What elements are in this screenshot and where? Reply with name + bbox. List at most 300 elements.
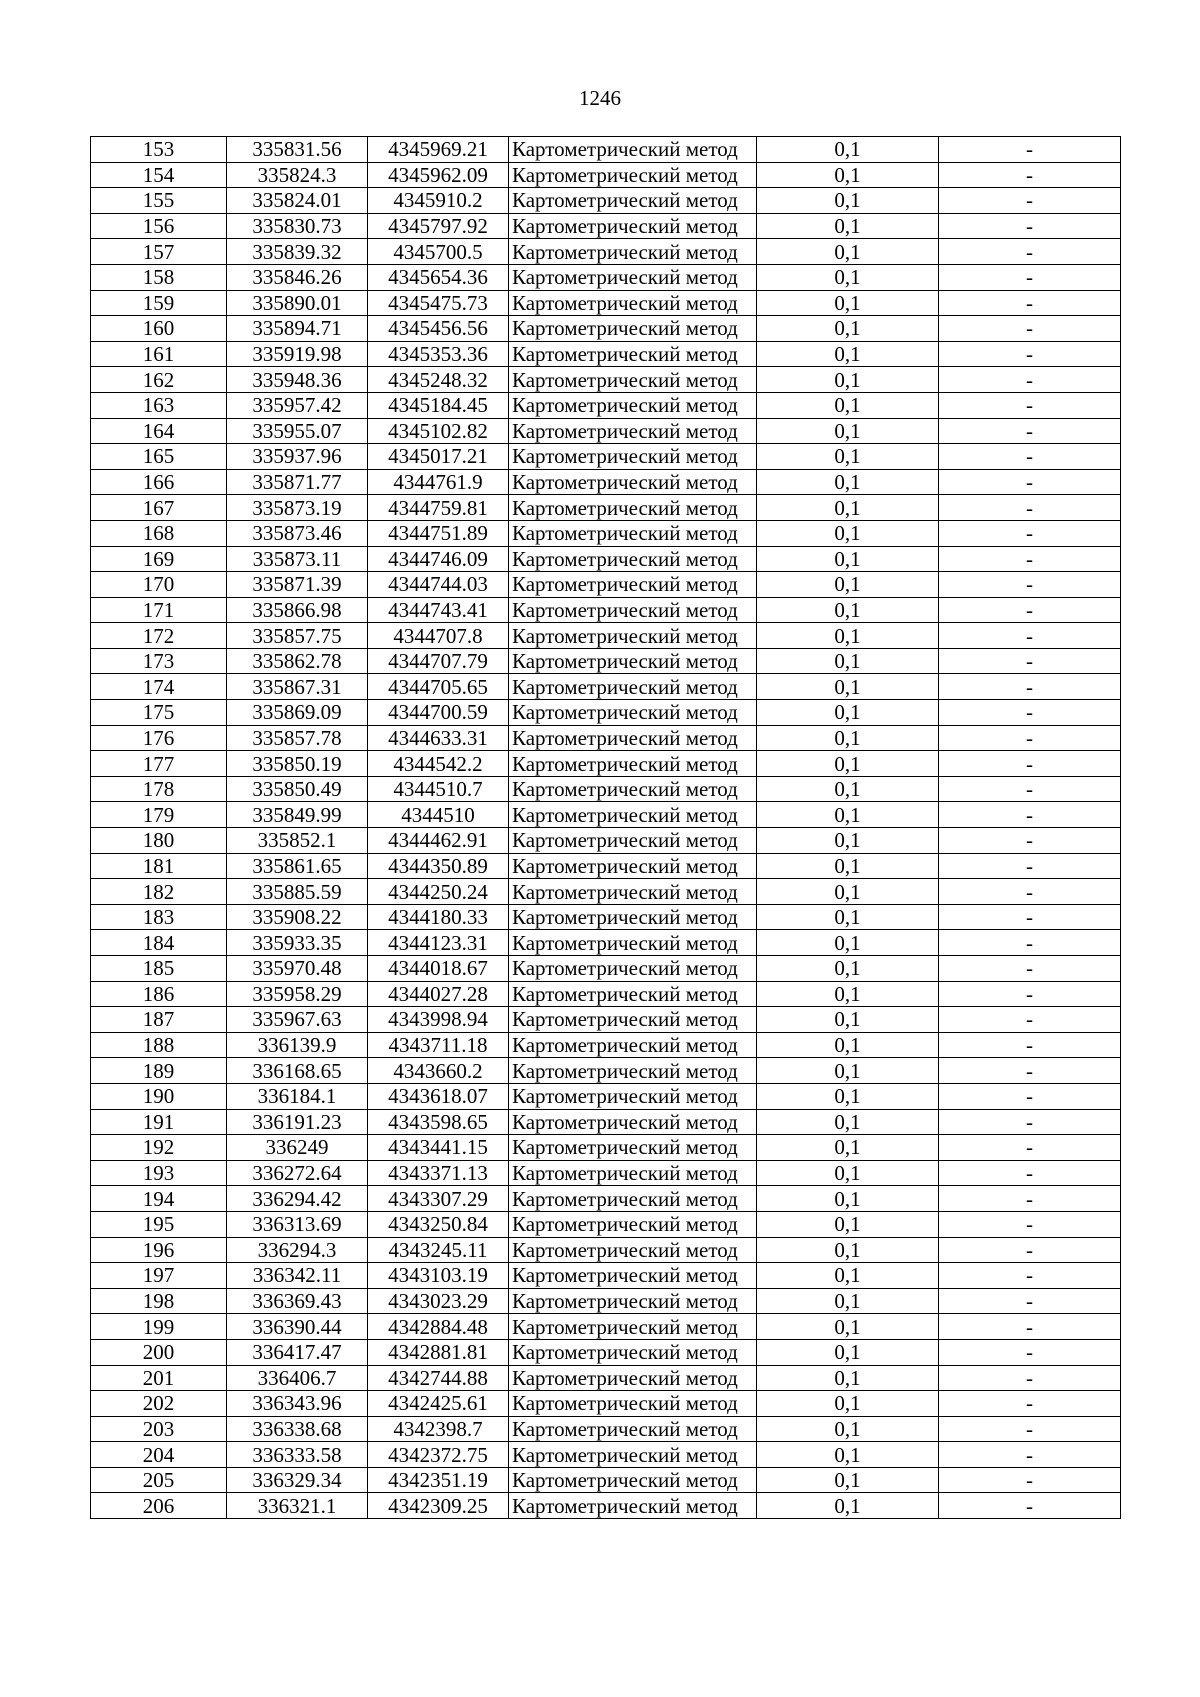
y-coordinate-cell: 4344542.2 <box>368 751 509 777</box>
point-number-cell: 197 <box>91 1263 227 1289</box>
description-cell: - <box>939 1135 1121 1161</box>
method-cell: Картометрический метод <box>509 1109 757 1135</box>
y-coordinate-cell: 4344751.89 <box>368 520 509 546</box>
accuracy-cell: 0,1 <box>757 853 939 879</box>
method-cell: Картометрический метод <box>509 290 757 316</box>
accuracy-cell: 0,1 <box>757 1339 939 1365</box>
method-cell: Картометрический метод <box>509 828 757 854</box>
method-cell: Картометрический метод <box>509 1365 757 1391</box>
method-cell: Картометрический метод <box>509 725 757 751</box>
x-coordinate-cell: 336406.7 <box>227 1365 368 1391</box>
description-cell: - <box>939 1263 1121 1289</box>
y-coordinate-cell: 4342744.88 <box>368 1365 509 1391</box>
point-number-cell: 187 <box>91 1007 227 1033</box>
accuracy-cell: 0,1 <box>757 879 939 905</box>
description-cell: - <box>939 1160 1121 1186</box>
point-number-cell: 199 <box>91 1314 227 1340</box>
description-cell: - <box>939 1058 1121 1084</box>
method-cell: Картометрический метод <box>509 1339 757 1365</box>
point-number-cell: 196 <box>91 1237 227 1263</box>
method-cell: Картометрический метод <box>509 674 757 700</box>
table-row <box>91 776 1121 802</box>
description-cell: - <box>939 1186 1121 1212</box>
point-number-cell: 153 <box>91 137 227 163</box>
y-coordinate-cell: 4343711.18 <box>368 1032 509 1058</box>
method-cell: Картометрический метод <box>509 546 757 572</box>
description-cell: - <box>939 264 1121 290</box>
point-number-cell: 164 <box>91 418 227 444</box>
y-coordinate-cell: 4345017.21 <box>368 444 509 470</box>
description-cell: - <box>939 853 1121 879</box>
method-cell: Картометрический метод <box>509 1442 757 1468</box>
description-cell: - <box>939 700 1121 726</box>
description-cell: - <box>939 1083 1121 1109</box>
point-number-cell: 157 <box>91 239 227 265</box>
point-number-cell: 183 <box>91 904 227 930</box>
x-coordinate-cell: 335830.73 <box>227 213 368 239</box>
y-coordinate-cell: 4345910.2 <box>368 188 509 214</box>
table-row <box>91 1211 1121 1237</box>
point-number-cell: 193 <box>91 1160 227 1186</box>
description-cell: - <box>939 1339 1121 1365</box>
x-coordinate-cell: 335871.39 <box>227 572 368 598</box>
point-number-cell: 181 <box>91 853 227 879</box>
y-coordinate-cell: 4344123.31 <box>368 930 509 956</box>
description-cell: - <box>939 341 1121 367</box>
y-coordinate-cell: 4344700.59 <box>368 700 509 726</box>
table-row <box>91 469 1121 495</box>
method-cell: Картометрический метод <box>509 879 757 905</box>
method-cell: Картометрический метод <box>509 239 757 265</box>
table-row <box>91 546 1121 572</box>
coordinates-table <box>90 136 1121 1519</box>
table-row <box>91 264 1121 290</box>
y-coordinate-cell: 4343371.13 <box>368 1160 509 1186</box>
x-coordinate-cell: 335852.1 <box>227 828 368 854</box>
method-cell: Картометрический метод <box>509 367 757 393</box>
method-cell: Картометрический метод <box>509 444 757 470</box>
description-cell: - <box>939 956 1121 982</box>
point-number-cell: 165 <box>91 444 227 470</box>
accuracy-cell: 0,1 <box>757 700 939 726</box>
accuracy-cell: 0,1 <box>757 1442 939 1468</box>
x-coordinate-cell: 336343.96 <box>227 1391 368 1417</box>
table-row <box>91 188 1121 214</box>
accuracy-cell: 0,1 <box>757 213 939 239</box>
accuracy-cell: 0,1 <box>757 546 939 572</box>
description-cell: - <box>939 725 1121 751</box>
point-number-cell: 185 <box>91 956 227 982</box>
point-number-cell: 176 <box>91 725 227 751</box>
description-cell: - <box>939 1467 1121 1493</box>
point-number-cell: 173 <box>91 648 227 674</box>
accuracy-cell: 0,1 <box>757 1237 939 1263</box>
point-number-cell: 170 <box>91 572 227 598</box>
point-number-cell: 161 <box>91 341 227 367</box>
accuracy-cell: 0,1 <box>757 1391 939 1417</box>
description-cell: - <box>939 597 1121 623</box>
x-coordinate-cell: 336329.34 <box>227 1467 368 1493</box>
y-coordinate-cell: 4344707.8 <box>368 623 509 649</box>
y-coordinate-cell: 4345969.21 <box>368 137 509 163</box>
x-coordinate-cell: 336294.42 <box>227 1186 368 1212</box>
y-coordinate-cell: 4345475.73 <box>368 290 509 316</box>
y-coordinate-cell: 4344510.7 <box>368 776 509 802</box>
y-coordinate-cell: 4344510 <box>368 802 509 828</box>
description-cell: - <box>939 623 1121 649</box>
point-number-cell: 200 <box>91 1339 227 1365</box>
accuracy-cell: 0,1 <box>757 828 939 854</box>
point-number-cell: 191 <box>91 1109 227 1135</box>
y-coordinate-cell: 4345184.45 <box>368 392 509 418</box>
y-coordinate-cell: 4344018.67 <box>368 956 509 982</box>
method-cell: Картометрический метод <box>509 495 757 521</box>
point-number-cell: 167 <box>91 495 227 521</box>
table-row <box>91 1237 1121 1263</box>
description-cell: - <box>939 572 1121 598</box>
point-number-cell: 177 <box>91 751 227 777</box>
accuracy-cell: 0,1 <box>757 1058 939 1084</box>
point-number-cell: 169 <box>91 546 227 572</box>
description-cell: - <box>939 879 1121 905</box>
table-row <box>91 1160 1121 1186</box>
x-coordinate-cell: 336333.58 <box>227 1442 368 1468</box>
y-coordinate-cell: 4342884.48 <box>368 1314 509 1340</box>
method-cell: Картометрический метод <box>509 648 757 674</box>
accuracy-cell: 0,1 <box>757 1416 939 1442</box>
x-coordinate-cell: 336313.69 <box>227 1211 368 1237</box>
accuracy-cell: 0,1 <box>757 137 939 163</box>
method-cell: Картометрический метод <box>509 1391 757 1417</box>
accuracy-cell: 0,1 <box>757 648 939 674</box>
table-row <box>91 239 1121 265</box>
method-cell: Картометрический метод <box>509 751 757 777</box>
x-coordinate-cell: 335839.32 <box>227 239 368 265</box>
description-cell: - <box>939 520 1121 546</box>
x-coordinate-cell: 336168.65 <box>227 1058 368 1084</box>
description-cell: - <box>939 1237 1121 1263</box>
point-number-cell: 180 <box>91 828 227 854</box>
table-row <box>91 418 1121 444</box>
method-cell: Картометрический метод <box>509 1416 757 1442</box>
method-cell: Картометрический метод <box>509 572 757 598</box>
table-row <box>91 1135 1121 1161</box>
description-cell: - <box>939 188 1121 214</box>
x-coordinate-cell: 335937.96 <box>227 444 368 470</box>
table-row <box>91 981 1121 1007</box>
point-number-cell: 175 <box>91 700 227 726</box>
y-coordinate-cell: 4344027.28 <box>368 981 509 1007</box>
method-cell: Картометрический метод <box>509 188 757 214</box>
point-number-cell: 184 <box>91 930 227 956</box>
table-row <box>91 316 1121 342</box>
description-cell: - <box>939 1109 1121 1135</box>
method-cell: Картометрический метод <box>509 1135 757 1161</box>
y-coordinate-cell: 4344462.91 <box>368 828 509 854</box>
y-coordinate-cell: 4342425.61 <box>368 1391 509 1417</box>
x-coordinate-cell: 335831.56 <box>227 137 368 163</box>
description-cell: - <box>939 904 1121 930</box>
point-number-cell: 205 <box>91 1467 227 1493</box>
x-coordinate-cell: 335869.09 <box>227 700 368 726</box>
point-number-cell: 204 <box>91 1442 227 1468</box>
y-coordinate-cell: 4344705.65 <box>368 674 509 700</box>
y-coordinate-cell: 4344761.9 <box>368 469 509 495</box>
accuracy-cell: 0,1 <box>757 1288 939 1314</box>
page-number: 1246 <box>579 86 621 110</box>
description-cell: - <box>939 1416 1121 1442</box>
method-cell: Картометрический метод <box>509 1211 757 1237</box>
point-number-cell: 156 <box>91 213 227 239</box>
method-cell: Картометрический метод <box>509 418 757 444</box>
point-number-cell: 188 <box>91 1032 227 1058</box>
accuracy-cell: 0,1 <box>757 597 939 623</box>
table-row <box>91 930 1121 956</box>
table-row <box>91 1493 1121 1519</box>
method-cell: Картометрический метод <box>509 597 757 623</box>
y-coordinate-cell: 4344743.41 <box>368 597 509 623</box>
point-number-cell: 194 <box>91 1186 227 1212</box>
y-coordinate-cell: 4344744.03 <box>368 572 509 598</box>
accuracy-cell: 0,1 <box>757 572 939 598</box>
method-cell: Картометрический метод <box>509 700 757 726</box>
accuracy-cell: 0,1 <box>757 367 939 393</box>
table-row <box>91 956 1121 982</box>
method-cell: Картометрический метод <box>509 1007 757 1033</box>
y-coordinate-cell: 4343598.65 <box>368 1109 509 1135</box>
accuracy-cell: 0,1 <box>757 725 939 751</box>
accuracy-cell: 0,1 <box>757 264 939 290</box>
point-number-cell: 189 <box>91 1058 227 1084</box>
accuracy-cell: 0,1 <box>757 520 939 546</box>
method-cell: Картометрический метод <box>509 1058 757 1084</box>
method-cell: Картометрический метод <box>509 1237 757 1263</box>
table-row <box>91 1186 1121 1212</box>
y-coordinate-cell: 4344180.33 <box>368 904 509 930</box>
accuracy-cell: 0,1 <box>757 1186 939 1212</box>
description-cell: - <box>939 648 1121 674</box>
point-number-cell: 202 <box>91 1391 227 1417</box>
description-cell: - <box>939 930 1121 956</box>
description-cell: - <box>939 1288 1121 1314</box>
y-coordinate-cell: 4344707.79 <box>368 648 509 674</box>
description-cell: - <box>939 316 1121 342</box>
x-coordinate-cell: 335846.26 <box>227 264 368 290</box>
description-cell: - <box>939 828 1121 854</box>
x-coordinate-cell: 336139.9 <box>227 1032 368 1058</box>
table-row <box>91 1442 1121 1468</box>
table-row <box>91 1032 1121 1058</box>
y-coordinate-cell: 4343250.84 <box>368 1211 509 1237</box>
description-cell: - <box>939 469 1121 495</box>
accuracy-cell: 0,1 <box>757 1135 939 1161</box>
table-row <box>91 495 1121 521</box>
x-coordinate-cell: 335857.78 <box>227 725 368 751</box>
method-cell: Картометрический метод <box>509 213 757 239</box>
description-cell: - <box>939 495 1121 521</box>
point-number-cell: 206 <box>91 1493 227 1519</box>
description-cell: - <box>939 1007 1121 1033</box>
table-row <box>91 572 1121 598</box>
point-number-cell: 195 <box>91 1211 227 1237</box>
table-row <box>91 879 1121 905</box>
accuracy-cell: 0,1 <box>757 341 939 367</box>
point-number-cell: 160 <box>91 316 227 342</box>
x-coordinate-cell: 335873.19 <box>227 495 368 521</box>
accuracy-cell: 0,1 <box>757 162 939 188</box>
y-coordinate-cell: 4343245.11 <box>368 1237 509 1263</box>
point-number-cell: 182 <box>91 879 227 905</box>
table-row <box>91 341 1121 367</box>
x-coordinate-cell: 336390.44 <box>227 1314 368 1340</box>
x-coordinate-cell: 335933.35 <box>227 930 368 956</box>
method-cell: Картометрический метод <box>509 341 757 367</box>
accuracy-cell: 0,1 <box>757 316 939 342</box>
y-coordinate-cell: 4345248.32 <box>368 367 509 393</box>
y-coordinate-cell: 4342372.75 <box>368 1442 509 1468</box>
accuracy-cell: 0,1 <box>757 418 939 444</box>
point-number-cell: 201 <box>91 1365 227 1391</box>
table-row <box>91 1416 1121 1442</box>
description-cell: - <box>939 751 1121 777</box>
method-cell: Картометрический метод <box>509 264 757 290</box>
y-coordinate-cell: 4343103.19 <box>368 1263 509 1289</box>
accuracy-cell: 0,1 <box>757 1083 939 1109</box>
description-cell: - <box>939 239 1121 265</box>
point-number-cell: 155 <box>91 188 227 214</box>
method-cell: Картометрический метод <box>509 1493 757 1519</box>
x-coordinate-cell: 335866.98 <box>227 597 368 623</box>
x-coordinate-cell: 335957.42 <box>227 392 368 418</box>
table-row <box>91 213 1121 239</box>
method-cell: Картометрический метод <box>509 469 757 495</box>
y-coordinate-cell: 4342351.19 <box>368 1467 509 1493</box>
y-coordinate-cell: 4343023.29 <box>368 1288 509 1314</box>
method-cell: Картометрический метод <box>509 1467 757 1493</box>
table-row <box>91 137 1121 163</box>
y-coordinate-cell: 4345353.36 <box>368 341 509 367</box>
x-coordinate-cell: 335873.46 <box>227 520 368 546</box>
method-cell: Картометрический метод <box>509 316 757 342</box>
accuracy-cell: 0,1 <box>757 623 939 649</box>
method-cell: Картометрический метод <box>509 853 757 879</box>
x-coordinate-cell: 336249 <box>227 1135 368 1161</box>
x-coordinate-cell: 336342.11 <box>227 1263 368 1289</box>
x-coordinate-cell: 335824.01 <box>227 188 368 214</box>
table-row <box>91 1288 1121 1314</box>
x-coordinate-cell: 335970.48 <box>227 956 368 982</box>
y-coordinate-cell: 4343307.29 <box>368 1186 509 1212</box>
y-coordinate-cell: 4343618.07 <box>368 1083 509 1109</box>
description-cell: - <box>939 1442 1121 1468</box>
accuracy-cell: 0,1 <box>757 1365 939 1391</box>
description-cell: - <box>939 1211 1121 1237</box>
point-number-cell: 158 <box>91 264 227 290</box>
x-coordinate-cell: 335862.78 <box>227 648 368 674</box>
point-number-cell: 159 <box>91 290 227 316</box>
accuracy-cell: 0,1 <box>757 188 939 214</box>
point-number-cell: 172 <box>91 623 227 649</box>
table-row <box>91 828 1121 854</box>
y-coordinate-cell: 4345962.09 <box>368 162 509 188</box>
description-cell: - <box>939 392 1121 418</box>
description-cell: - <box>939 1032 1121 1058</box>
x-coordinate-cell: 335908.22 <box>227 904 368 930</box>
description-cell: - <box>939 1365 1121 1391</box>
x-coordinate-cell: 335885.59 <box>227 879 368 905</box>
point-number-cell: 168 <box>91 520 227 546</box>
x-coordinate-cell: 336321.1 <box>227 1493 368 1519</box>
method-cell: Картометрический метод <box>509 1314 757 1340</box>
description-cell: - <box>939 213 1121 239</box>
point-number-cell: 154 <box>91 162 227 188</box>
y-coordinate-cell: 4342881.81 <box>368 1339 509 1365</box>
description-cell: - <box>939 162 1121 188</box>
description-cell: - <box>939 444 1121 470</box>
x-coordinate-cell: 335955.07 <box>227 418 368 444</box>
accuracy-cell: 0,1 <box>757 1211 939 1237</box>
method-cell: Картометрический метод <box>509 162 757 188</box>
table-row <box>91 162 1121 188</box>
table-row <box>91 1007 1121 1033</box>
description-cell: - <box>939 674 1121 700</box>
description-cell: - <box>939 546 1121 572</box>
table-row <box>91 853 1121 879</box>
y-coordinate-cell: 4344759.81 <box>368 495 509 521</box>
description-cell: - <box>939 1493 1121 1519</box>
method-cell: Картометрический метод <box>509 904 757 930</box>
method-cell: Картометрический метод <box>509 802 757 828</box>
description-cell: - <box>939 1391 1121 1417</box>
point-number-cell: 166 <box>91 469 227 495</box>
accuracy-cell: 0,1 <box>757 495 939 521</box>
description-cell: - <box>939 981 1121 1007</box>
accuracy-cell: 0,1 <box>757 1467 939 1493</box>
y-coordinate-cell: 4345456.56 <box>368 316 509 342</box>
table-row <box>91 648 1121 674</box>
table-row <box>91 1467 1121 1493</box>
x-coordinate-cell: 335873.11 <box>227 546 368 572</box>
x-coordinate-cell: 335890.01 <box>227 290 368 316</box>
y-coordinate-cell: 4342398.7 <box>368 1416 509 1442</box>
method-cell: Картометрический метод <box>509 392 757 418</box>
y-coordinate-cell: 4345654.36 <box>368 264 509 290</box>
accuracy-cell: 0,1 <box>757 469 939 495</box>
table-row <box>91 1339 1121 1365</box>
table-row <box>91 1058 1121 1084</box>
x-coordinate-cell: 335867.31 <box>227 674 368 700</box>
y-coordinate-cell: 4345700.5 <box>368 239 509 265</box>
x-coordinate-cell: 335850.19 <box>227 751 368 777</box>
y-coordinate-cell: 4344350.89 <box>368 853 509 879</box>
point-number-cell: 178 <box>91 776 227 802</box>
y-coordinate-cell: 4344633.31 <box>368 725 509 751</box>
table-row <box>91 1263 1121 1289</box>
y-coordinate-cell: 4342309.25 <box>368 1493 509 1519</box>
accuracy-cell: 0,1 <box>757 1109 939 1135</box>
method-cell: Картометрический метод <box>509 1288 757 1314</box>
x-coordinate-cell: 336272.64 <box>227 1160 368 1186</box>
accuracy-cell: 0,1 <box>757 802 939 828</box>
y-coordinate-cell: 4344746.09 <box>368 546 509 572</box>
table-row <box>91 751 1121 777</box>
accuracy-cell: 0,1 <box>757 1007 939 1033</box>
table-row <box>91 700 1121 726</box>
table-row <box>91 520 1121 546</box>
accuracy-cell: 0,1 <box>757 674 939 700</box>
accuracy-cell: 0,1 <box>757 930 939 956</box>
x-coordinate-cell: 335948.36 <box>227 367 368 393</box>
